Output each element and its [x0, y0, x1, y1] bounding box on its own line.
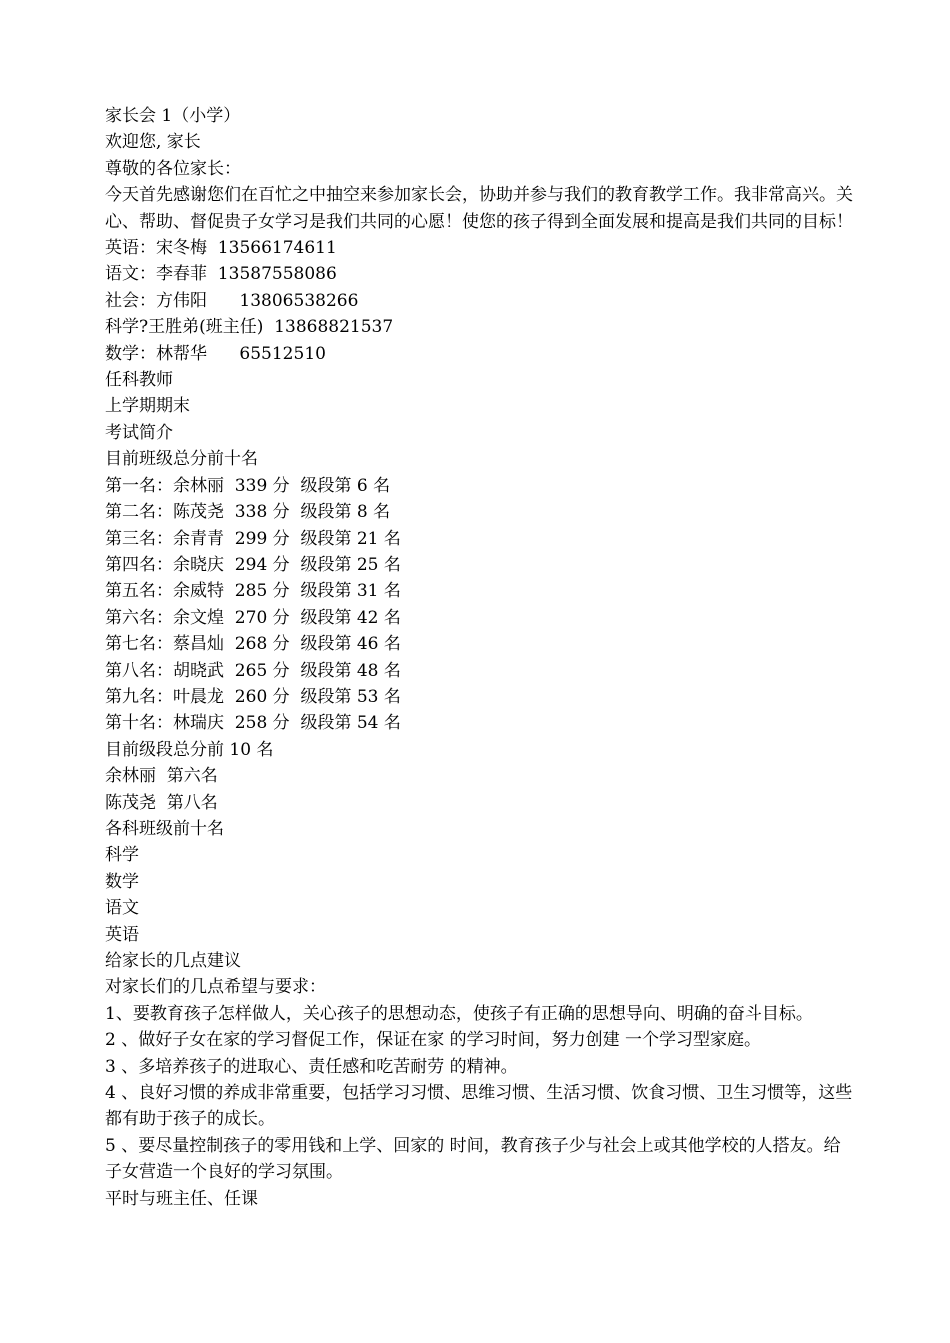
- teacher-line-society: 社会：方伟阳 13806538266: [105, 290, 359, 311]
- class-rank-1: 第一名：余林丽 339 分 级段第 6 名: [105, 475, 391, 496]
- request-item-4: 4 、良好习惯的养成非常重要，包括学习习惯、思维习惯、生活习惯、饮食习惯、卫生习惯等，这些都有助于孩子的成长。: [105, 1083, 853, 1130]
- document-title: 家长会 1（小学）: [105, 106, 241, 126]
- class-rank-4: 第四名：余晓庆 294 分 级段第 25 名: [105, 554, 401, 575]
- teacher-line-english: 英语：宋冬梅 13566174611: [105, 238, 337, 259]
- term-heading: 上学期期末: [105, 396, 190, 417]
- request-item-2: 2 、做好子女在家的学习督促工作，保证在家 的学习时间，努力创建 一个学习型家庭。: [105, 1030, 762, 1051]
- teacher-line-chinese: 语文：李春菲 13587558086: [105, 264, 337, 285]
- class-rank-9: 第九名：叶晨龙 260 分 级段第 53 名: [105, 686, 401, 707]
- class-rank-2: 第二名：陈茂尧 338 分 级段第 8 名: [105, 502, 391, 523]
- subject-math: 数学: [105, 871, 139, 892]
- class-rank-7: 第七名：蔡昌灿 268 分 级段第 46 名: [105, 634, 401, 655]
- footer-line: 平时与班主任、任课: [105, 1188, 258, 1209]
- subject-top-heading: 各科班级前十名: [105, 818, 224, 839]
- teachers-heading: 任科教师: [105, 370, 173, 391]
- teacher-line-math: 数学：林帮华 65512510: [105, 343, 326, 364]
- grade-rank-line-1: 余林丽 第六名: [105, 766, 218, 787]
- subject-chinese: 语文: [105, 898, 139, 919]
- requests-heading: 对家长们的几点希望与要求：: [105, 977, 326, 998]
- class-rank-6: 第六名：余文煌 270 分 级段第 42 名: [105, 607, 401, 628]
- advice-heading: 给家长的几点建议: [105, 951, 241, 971]
- exam-intro-heading: 考试简介: [105, 422, 173, 443]
- subject-english: 英语: [105, 924, 139, 945]
- request-item-5: 5 、要尽量控制孩子的零用钱和上学、回家的 时间，教育孩子少与社会上或其他学校的人搭友。给子女营造一个良好的学习氛围。: [105, 1135, 841, 1183]
- subject-science: 科学: [105, 845, 139, 866]
- class-rank-8: 第八名：胡晓武 265 分 级段第 48 名: [105, 660, 401, 681]
- intro-paragraph: 今天首先感谢您们在百忙之中抽空来参加家长会，协助并参与我们的教育教学工作。我非常高兴。关心、帮助、督促贵子女学习是我们共同的心愿！使您的孩子得到全面发展和提高是我们共同的目标！: [105, 185, 853, 232]
- document-page: [105, 103, 855, 1212]
- request-item-1: 1、要教育孩子怎样做人，关心孩子的思想动态，使孩子有正确的思想导向、明确的奋斗目标。: [105, 1003, 813, 1024]
- grade-rank-line-2: 陈茂尧 第八名: [105, 792, 218, 813]
- request-item-3: 3 、多培养孩子的进取心、责任感和吃苦耐劳 的精神。: [105, 1056, 518, 1077]
- class-rank-3: 第三名：余青青 299 分 级段第 21 名: [105, 528, 401, 549]
- grade-top-heading: 目前级段总分前 10 名: [105, 739, 274, 760]
- teacher-line-science: 科学?王胜弟(班主任) 13868821537: [105, 317, 394, 338]
- class-top-heading: 目前班级总分前十名: [105, 449, 258, 470]
- class-rank-5: 第五名：余威特 285 分 级段第 31 名: [105, 581, 401, 602]
- class-rank-10: 第十名：林瑞庆 258 分 级段第 54 名: [105, 713, 401, 734]
- welcome-line: 欢迎您, 家长: [105, 132, 201, 153]
- salutation-line: 尊敬的各位家长：: [105, 158, 241, 179]
